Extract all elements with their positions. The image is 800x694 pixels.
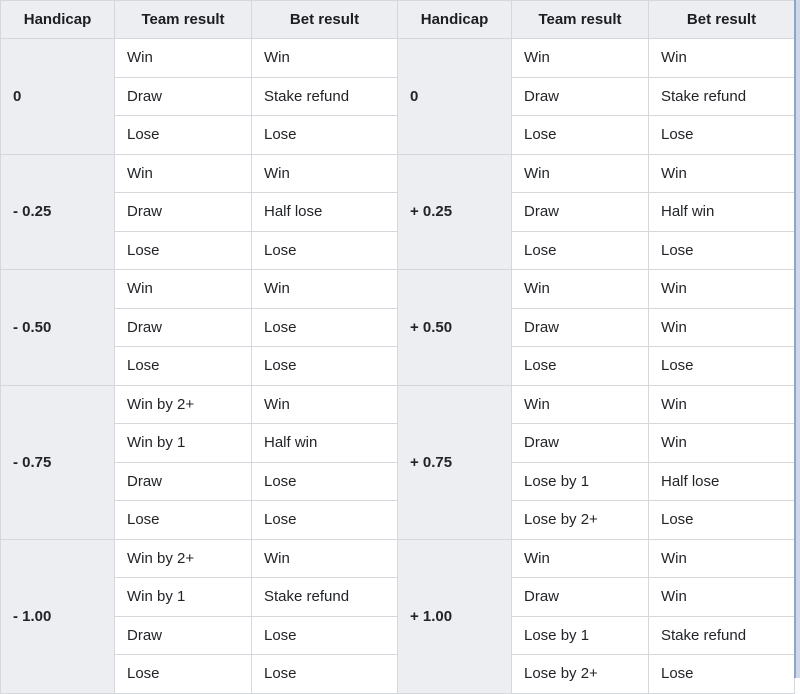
bet-result-cell-right: Win	[649, 578, 795, 617]
handicap-cell-right: + 0.75	[398, 385, 512, 539]
handicap-cell-right: + 1.00	[398, 539, 512, 693]
bet-result-cell-left: Win	[252, 385, 398, 424]
bet-result-cell-left: Lose	[252, 347, 398, 386]
table-row	[1, 39, 795, 78]
handicap-cell-left: - 0.25	[1, 154, 115, 270]
team-result-cell-left: Win by 1	[115, 578, 252, 617]
team-result-cell-right: Win	[512, 270, 649, 309]
column-header-bet-result-left: Bet result	[252, 1, 398, 39]
table-row	[1, 154, 795, 193]
team-result-cell-left: Lose	[115, 116, 252, 155]
team-result-cell-right: Win	[512, 539, 649, 578]
team-result-cell-right: Lose by 2+	[512, 501, 649, 540]
bet-result-cell-right: Half win	[649, 193, 795, 232]
column-header-team-result-left: Team result	[115, 1, 252, 39]
column-header-team-result-right: Team result	[512, 1, 649, 39]
team-result-cell-left: Win by 2+	[115, 385, 252, 424]
team-result-cell-right: Win	[512, 39, 649, 78]
team-result-cell-left: Draw	[115, 616, 252, 655]
column-header-handicap-right: Handicap	[398, 1, 512, 39]
bet-result-cell-right: Lose	[649, 501, 795, 540]
team-result-cell-left: Win	[115, 154, 252, 193]
table-header-row	[1, 1, 795, 39]
team-result-cell-right: Lose by 1	[512, 462, 649, 501]
bet-result-cell-right: Lose	[649, 231, 795, 270]
bet-result-cell-right: Stake refund	[649, 77, 795, 116]
bet-result-cell-right: Win	[649, 154, 795, 193]
handicap-cell-right: + 0.50	[398, 270, 512, 386]
bet-result-cell-right: Win	[649, 39, 795, 78]
bet-result-cell-right: Lose	[649, 655, 795, 694]
team-result-cell-right: Win	[512, 154, 649, 193]
bet-result-cell-left: Stake refund	[252, 578, 398, 617]
team-result-cell-left: Draw	[115, 77, 252, 116]
team-result-cell-left: Lose	[115, 347, 252, 386]
bet-result-cell-left: Lose	[252, 231, 398, 270]
bet-result-cell-left: Stake refund	[252, 77, 398, 116]
table-header	[1, 1, 795, 39]
team-result-cell-right: Draw	[512, 77, 649, 116]
bet-result-cell-right: Win	[649, 308, 795, 347]
bet-result-cell-left: Win	[252, 39, 398, 78]
bet-result-cell-right: Win	[649, 539, 795, 578]
bet-result-cell-left: Lose	[252, 655, 398, 694]
team-result-cell-left: Win by 2+	[115, 539, 252, 578]
team-result-cell-left: Lose	[115, 655, 252, 694]
handicap-cell-left: - 1.00	[1, 539, 115, 693]
handicap-cell-right: + 0.25	[398, 154, 512, 270]
team-result-cell-right: Draw	[512, 308, 649, 347]
team-result-cell-right: Lose by 2+	[512, 655, 649, 694]
team-result-cell-right: Lose	[512, 347, 649, 386]
handicap-cell-left: - 0.50	[1, 270, 115, 386]
team-result-cell-right: Draw	[512, 193, 649, 232]
bet-result-cell-left: Lose	[252, 116, 398, 155]
bet-result-cell-left: Half win	[252, 424, 398, 463]
team-result-cell-right: Win	[512, 385, 649, 424]
bet-result-cell-left: Win	[252, 270, 398, 309]
bet-result-cell-right: Half lose	[649, 462, 795, 501]
team-result-cell-right: Draw	[512, 578, 649, 617]
handicap-cell-left: 0	[1, 39, 115, 155]
bet-result-cell-left: Win	[252, 154, 398, 193]
bet-result-cell-right: Win	[649, 424, 795, 463]
team-result-cell-left: Win	[115, 270, 252, 309]
team-result-cell-left: Draw	[115, 462, 252, 501]
team-result-cell-left: Lose	[115, 231, 252, 270]
bet-result-cell-left: Win	[252, 539, 398, 578]
bet-result-cell-left: Lose	[252, 616, 398, 655]
bet-result-cell-left: Lose	[252, 501, 398, 540]
team-result-cell-left: Lose	[115, 501, 252, 540]
bet-result-cell-right: Lose	[649, 347, 795, 386]
handicap-cell-left: - 0.75	[1, 385, 115, 539]
team-result-cell-left: Win by 1	[115, 424, 252, 463]
handicap-cell-right: 0	[398, 39, 512, 155]
table-body	[1, 39, 795, 694]
bet-result-cell-left: Lose	[252, 308, 398, 347]
column-header-handicap-left: Handicap	[1, 1, 115, 39]
bet-result-cell-right: Win	[649, 385, 795, 424]
table-row	[1, 385, 795, 424]
team-result-cell-left: Draw	[115, 193, 252, 232]
table-row	[1, 270, 795, 309]
bet-result-cell-right: Win	[649, 270, 795, 309]
team-result-cell-right: Lose by 1	[512, 616, 649, 655]
bet-result-cell-left: Lose	[252, 462, 398, 501]
bet-result-cell-right: Lose	[649, 116, 795, 155]
column-header-bet-result-right: Bet result	[649, 1, 795, 39]
team-result-cell-right: Lose	[512, 116, 649, 155]
team-result-cell-right: Draw	[512, 424, 649, 463]
right-edge-line	[794, 0, 796, 678]
team-result-cell-right: Lose	[512, 231, 649, 270]
bet-result-cell-left: Half lose	[252, 193, 398, 232]
team-result-cell-left: Draw	[115, 308, 252, 347]
bet-result-cell-right: Stake refund	[649, 616, 795, 655]
table-row	[1, 539, 795, 578]
team-result-cell-left: Win	[115, 39, 252, 78]
